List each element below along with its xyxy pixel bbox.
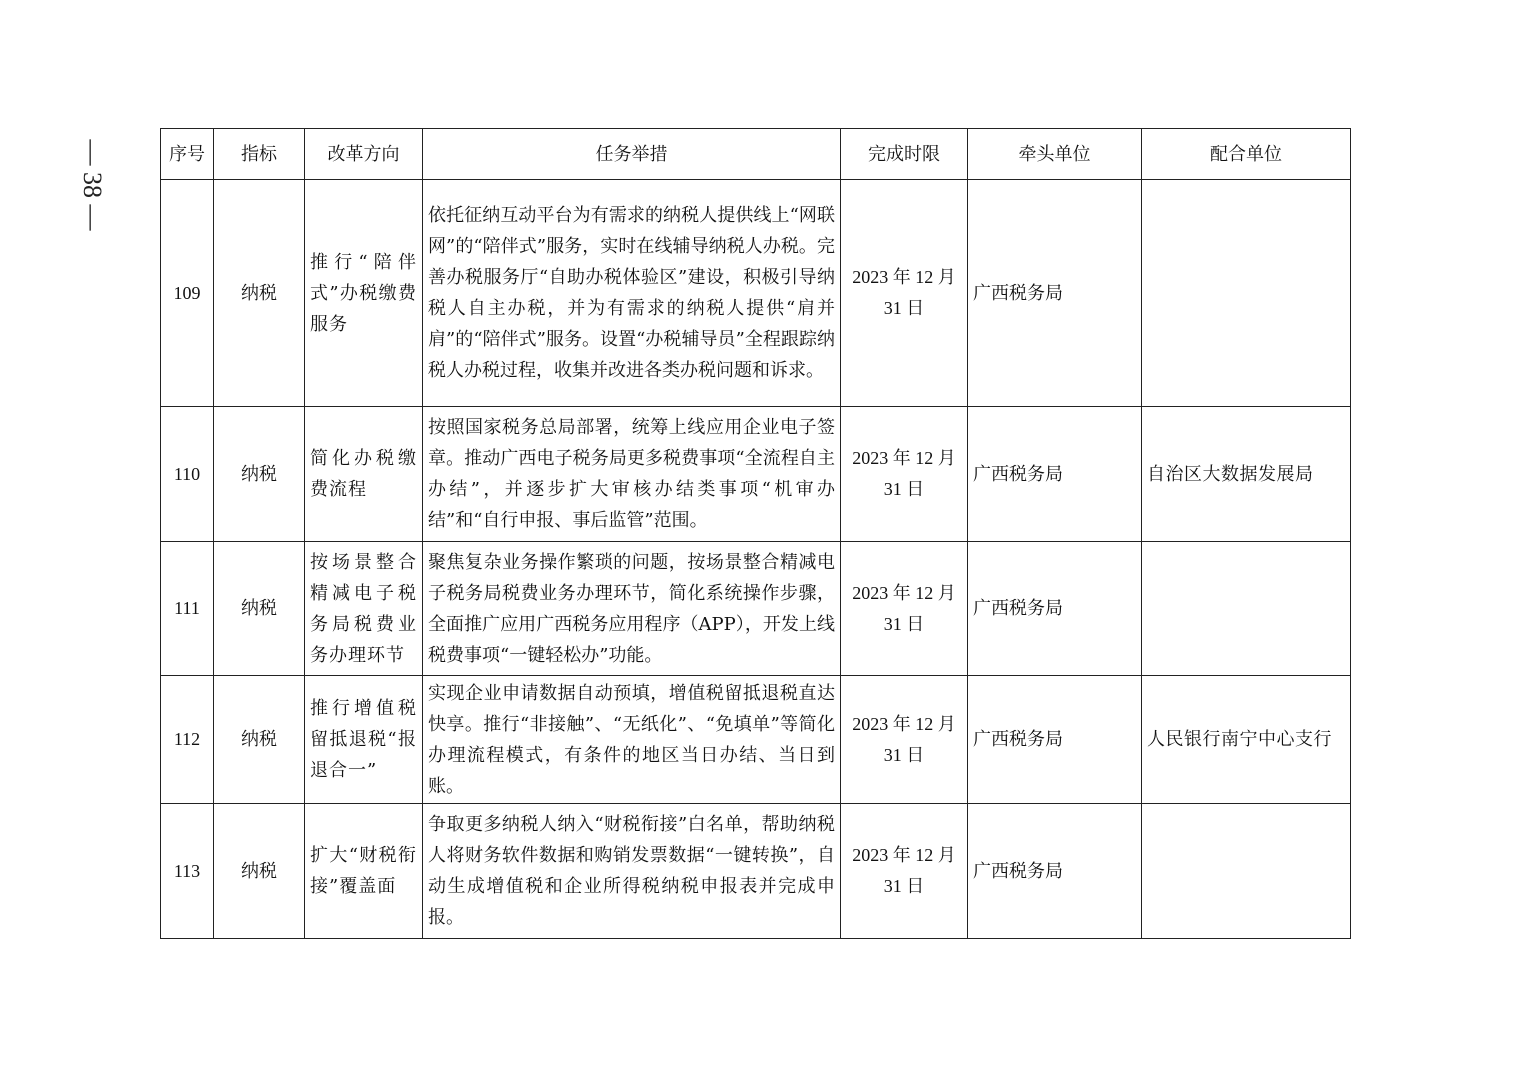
row-deadline — [841, 180, 968, 407]
header-cooperate: 配合单位 — [1142, 129, 1351, 180]
row-cooperate — [1142, 804, 1351, 939]
row-cooperate: 自治区大数据发展局 — [1142, 407, 1351, 542]
deadline-day: 31 日 — [883, 479, 925, 499]
deadline-year-month: 2023 年 12 月 — [852, 267, 956, 287]
row-deadline — [841, 542, 968, 676]
row-indicator: 纳税 — [214, 407, 305, 542]
table-header-row — [161, 129, 1351, 180]
row-cooperate: 人民银行南宁中心支行 — [1142, 676, 1351, 804]
row-direction: 推行“陪伴式”办税缴费服务 — [305, 180, 423, 407]
deadline-day: 31 日 — [883, 613, 925, 634]
deadline-year-month: 2023 年 12 月 — [852, 713, 956, 734]
row-cooperate — [1142, 180, 1351, 407]
header-deadline: 完成时限 — [841, 129, 968, 180]
header-indicator: 指标 — [214, 129, 305, 180]
row-direction: 按场景整合精减电子税务局税费业务办理环节 — [305, 542, 423, 676]
deadline-day: 31 日 — [883, 744, 925, 765]
row-measures: 实现企业申请数据自动预填，增值税留抵退税直达快享。推行“非接触”、“无纸化”、“免填单”等简化办理流程模式，有条件的地区当日办结、当日到账。 — [423, 676, 841, 804]
table-row — [161, 180, 1351, 407]
header-measures: 任务举措 — [423, 129, 841, 180]
row-seq: 113 — [161, 804, 214, 939]
row-direction: 推行增值税留抵退税“报退合一” — [305, 676, 423, 804]
row-measures: 聚焦复杂业务操作繁琐的问题，按场景整合精减电子税务局税费业务办理环节，简化系统操作步骤，全面推广应用广西税务应用程序（APP），开发上线税费事项“一键轻松办”功能。 — [423, 542, 841, 676]
row-lead: 广西税务局 — [968, 804, 1142, 939]
row-deadline — [841, 407, 968, 542]
row-deadline — [841, 676, 968, 804]
row-seq: 110 — [161, 407, 214, 542]
row-direction: 扩大“财税衔接”覆盖面 — [305, 804, 423, 939]
table-row — [161, 676, 1351, 804]
row-lead: 广西税务局 — [968, 180, 1142, 407]
row-cooperate — [1142, 542, 1351, 676]
row-seq: 111 — [161, 542, 214, 676]
page-number: — 38 — — [78, 139, 107, 231]
row-measures: 按照国家税务总局部署，统筹上线应用企业电子签章。推动广西电子税务局更多税费事项“全流程自主办结”，并逐步扩大审核办结类事项“机审办结”和“自行申报、事后监管”范围。 — [423, 407, 841, 542]
row-seq: 109 — [161, 180, 214, 407]
table-row — [161, 407, 1351, 542]
deadline-year-month: 2023 年 12 月 — [852, 845, 956, 865]
row-indicator: 纳税 — [214, 804, 305, 939]
row-lead: 广西税务局 — [968, 407, 1142, 542]
deadline-year-month: 2023 年 12 月 — [852, 448, 956, 468]
header-lead: 牵头单位 — [968, 129, 1142, 180]
row-deadline — [841, 804, 968, 939]
row-lead: 广西税务局 — [968, 542, 1142, 676]
header-seq: 序号 — [161, 129, 214, 180]
deadline-day: 31 日 — [883, 876, 925, 896]
task-table — [160, 128, 1351, 939]
row-indicator: 纳税 — [214, 542, 305, 676]
row-seq: 112 — [161, 676, 214, 804]
row-measures: 依托征纳互动平台为有需求的纳税人提供线上“网联网”的“陪伴式”服务，实时在线辅导纳税人办税。完善办税服务厅“自助办税体验区”建设，积极引导纳税人自主办税，并为有需求的纳税人提供“肩并肩”的“陪伴式”服务。设置“办税辅导员”全程跟踪纳税人办税过程，收集并改进各类办税问题和诉求。 — [423, 180, 841, 407]
table-row — [161, 542, 1351, 676]
row-direction: 简化办税缴费流程 — [305, 407, 423, 542]
row-lead: 广西税务局 — [968, 676, 1142, 804]
header-direction: 改革方向 — [305, 129, 423, 180]
deadline-year-month: 2023 年 12 月 — [852, 582, 956, 603]
table-row — [161, 804, 1351, 939]
row-measures: 争取更多纳税人纳入“财税衔接”白名单，帮助纳税人将财务软件数据和购销发票数据“一键转换”，自动生成增值税和企业所得税纳税申报表并完成申报。 — [423, 804, 841, 939]
row-indicator: 纳税 — [214, 180, 305, 407]
row-indicator: 纳税 — [214, 676, 305, 804]
deadline-day: 31 日 — [883, 298, 925, 318]
